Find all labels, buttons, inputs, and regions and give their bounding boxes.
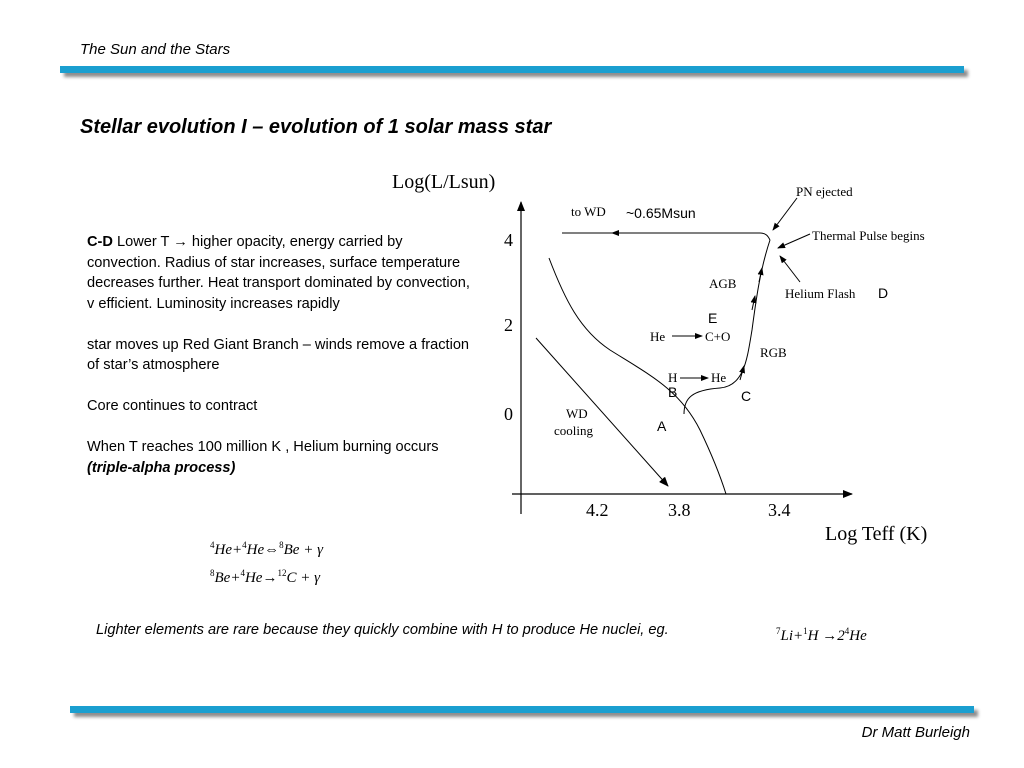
rgb-paragraph: star moves up Red Giant Branch – winds remove a fraction of star’s atmosphere <box>87 336 470 373</box>
post-agb-track <box>612 233 770 240</box>
agb-label: AGB <box>709 276 737 291</box>
y-tick-4: 4 <box>504 230 513 250</box>
cooling-label: cooling <box>554 423 593 438</box>
rgb-track <box>684 240 770 414</box>
y-tick-2: 2 <box>504 315 513 335</box>
rgb-label: RGB <box>760 345 787 360</box>
x-tick-3-4: 3.4 <box>768 500 791 520</box>
x-tick-4-2: 4.2 <box>586 500 609 520</box>
footer-author: Dr Matt Burleigh <box>861 724 970 741</box>
thermal-callout-arrow <box>778 234 810 248</box>
thermal-pulse-label: Thermal Pulse begins <box>812 228 925 243</box>
equation-3: $^7Li+^1H \to 2^4He$ <box>776 626 867 644</box>
point-e-label: E <box>708 310 718 326</box>
co-label: C+O <box>705 329 731 344</box>
point-a-label: A <box>657 418 667 434</box>
wd-label: WD <box>566 406 588 421</box>
agb-arrow <box>759 268 762 282</box>
wd-cooling-arrow <box>536 338 668 486</box>
triple-alpha-label: (triple-alpha process) <box>87 459 236 476</box>
evolution-track-main <box>549 258 726 494</box>
he-label: He <box>650 329 666 344</box>
he-product-label: He <box>711 370 727 385</box>
y-tick-0: 0 <box>504 404 513 424</box>
mass-label: ~0.65Msun <box>626 205 696 221</box>
equation-2: $^8$Be+$^4$He→$^{12}$C + γ <box>210 568 320 586</box>
to-wd-label: to WD <box>571 204 606 219</box>
x-tick-3-8: 3.8 <box>668 500 691 520</box>
cd-label: C-D <box>87 234 113 250</box>
core-paragraph: Core continues to contract <box>87 398 258 414</box>
header-title: The Sun and the Stars <box>80 41 231 58</box>
x-axis-label: Log Teff (K) <box>825 523 928 545</box>
cd-text: Lower T → higher opacity, energy carried by convection. Radius of star increases, surface temperature decreases further. Heat transport dominated by convection, v efficient. Luminosity increases rapidly <box>87 234 470 312</box>
h-label: H <box>668 370 678 385</box>
helium-flash-label: Helium Flash <box>785 286 856 301</box>
pn-callout-arrow <box>773 198 797 230</box>
helium-text: When T reaches 100 million K , Helium burning occurs <box>87 439 439 455</box>
equation-1: $^4$He+$^4$He⇔$^8$Be + γ <box>210 540 323 558</box>
rgb-arrow <box>740 366 744 380</box>
agb-arrow-2 <box>752 296 755 310</box>
point-d-label: D <box>878 285 889 301</box>
slide-title: Stellar evolution I – evolution of 1 solar mass star <box>80 116 552 138</box>
point-b-label: B <box>668 384 678 400</box>
lighter-elements-note: Lighter elements are rare because they quickly combine with H to produce He nuclei, eg. <box>96 622 669 638</box>
pn-ejected-label: PN ejected <box>796 184 853 199</box>
helium-flash-callout-arrow <box>780 256 800 282</box>
y-axis-label: Log(L/Lsun) <box>392 171 496 193</box>
point-c-label: C <box>741 388 752 404</box>
